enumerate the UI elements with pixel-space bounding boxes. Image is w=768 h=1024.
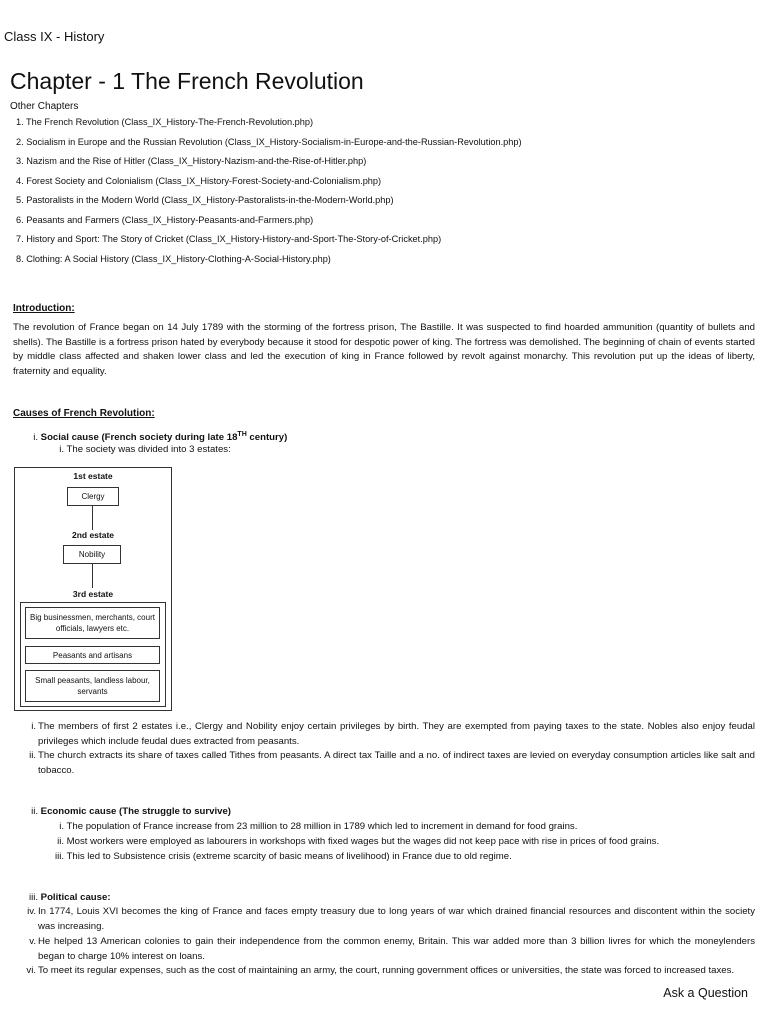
economic-point-1: i. The population of France increase from 23 million to 28 million in 1789 which led to increment in demand for food grains. [59,821,578,832]
chapter-link-4[interactable]: 4. Forest Society and Colonialism (Class_IX_History-Forest-Society-and-Colonialism.php) [16,175,382,186]
site-title[interactable]: Class IX - History [4,29,105,44]
clergy-box: Clergy [67,487,119,506]
causes-heading: Causes of French Revolution: [13,408,155,419]
businessmen-box: Big businessmen, merchants, court officials, lawyers etc. [25,607,160,639]
chapter-link-1[interactable]: 1. The French Revolution (Class_IX_History-The-French-Revolution.php) [16,117,314,127]
political-point-3: vi. To meet its regular expenses, such as the cost of maintaining an army, the court, running government offices or universities, the state was forced to increased taxes. [26,965,735,976]
other-chapters-list [16,116,522,272]
third-estate-group [20,602,166,707]
estate-3-label: 3rd estate [72,589,114,599]
political-point-1: iv. In 1774, Louis XVI becomes the king of France and faces empty treasury due to long years of war which drained financial resources and discontent within the society was increasing. [27,906,755,932]
chapter-link-2[interactable]: 2. Socialism in Europe and the Russian Revolution (Class_IX_History-Socialism-in-Europe-and-the-Russian-Revolution.php) [16,136,522,147]
social-point-1: i. The members of first 2 estates i.e., Clergy and Nobility enjoy certain privileges by birth. They are exempted from paying taxes to the state. Nobles also enjoy feudal privileges which include feudal dues extracted from peasants. [31,721,755,747]
small-peasants-box: Small peasants, landless labour, servants [25,670,160,702]
social-intro: i. The society was divided into 3 estates: [59,444,231,455]
economic-point-2: ii. Most workers were employed as labourers in workshops with fixed wages but the wages did not keep pace with rise in prices of food grains. [57,836,660,847]
estates-diagram [14,467,172,711]
other-chapters-label: Other Chapters [10,101,79,112]
social-cause-num: i. [33,432,38,444]
connector-line [92,563,93,588]
political-cause-heading: iii. Political cause: [28,892,111,903]
chapter-link-8[interactable]: 8. Clothing: A Social History (Class_IX_History-Clothing-A-Social-History.php) [16,253,331,264]
peasants-artisans-box: Peasants and artisans [25,646,160,664]
ask-question-button[interactable]: Ask a Question [663,986,748,1000]
economic-point-3: iii. This led to Subsistence crisis (extreme scarcity of basic means of livelihood) in France due to old regime. [54,851,512,862]
political-point-2: v. He helped 13 American colonies to gain their independence from the common enemy, Britain. This war added more than 3 billion livres for which the moneylenders began to charge 10% interest on loans. [29,936,755,962]
chapter-link-7[interactable]: 7. History and Sport: The Story of Cricket (Class_IX_History-History-and-Sport-The-Story-of-Cricket.php) [16,234,442,244]
estate-1-label: 1st estate [73,471,113,481]
chapter-link-3[interactable]: 3. Nazism and the Rise of Hitler (Class_IX_History-Nazism-and-the-Rise-of-Hitler.php) [16,156,367,166]
introduction-heading: Introduction: [13,303,75,314]
economic-cause-heading: ii. Economic cause (The struggle to survive) [31,806,231,817]
social-cause-title: Social cause (French society during late 18TH century) [40,431,288,444]
introduction-text: The revolution of France began on 14 July 1789 with the storming of the fortress prison, The Bastille. It was suspected to find hoarded ammunition (quantity of bullets and shells). The Bastille is a fortress prison hated by everybody because it stood for despotic power of king. The fortress was demolished. The beginning of chain of events started by middle class affected and shaken lower class and led the execution of king in France followed by revolt against monarchy. This revolution put up the ideas of liberty, fraternity and equality. [13,322,755,378]
estate-2-label: 2nd estate [71,530,115,540]
connector-line [92,505,93,530]
chapter-link-6[interactable]: 6. Peasants and Farmers (Class_IX_History-Peasants-and-Farmers.php) [16,214,314,225]
chapter-link-5[interactable]: 5. Pastoralists in the Modern World (Class_IX_History-Pastoralists-in-the-Modern-World.php) [16,195,394,205]
social-point-2: ii. The church extracts its share of taxes called Tithes from peasants. A direct tax Taille and a no. of indirect taxes are levied on everyday consumption articles like salt and tobacco. [29,750,755,776]
nobility-box: Nobility [63,545,121,564]
chapter-title: Chapter - 1 The French Revolution [10,68,364,94]
